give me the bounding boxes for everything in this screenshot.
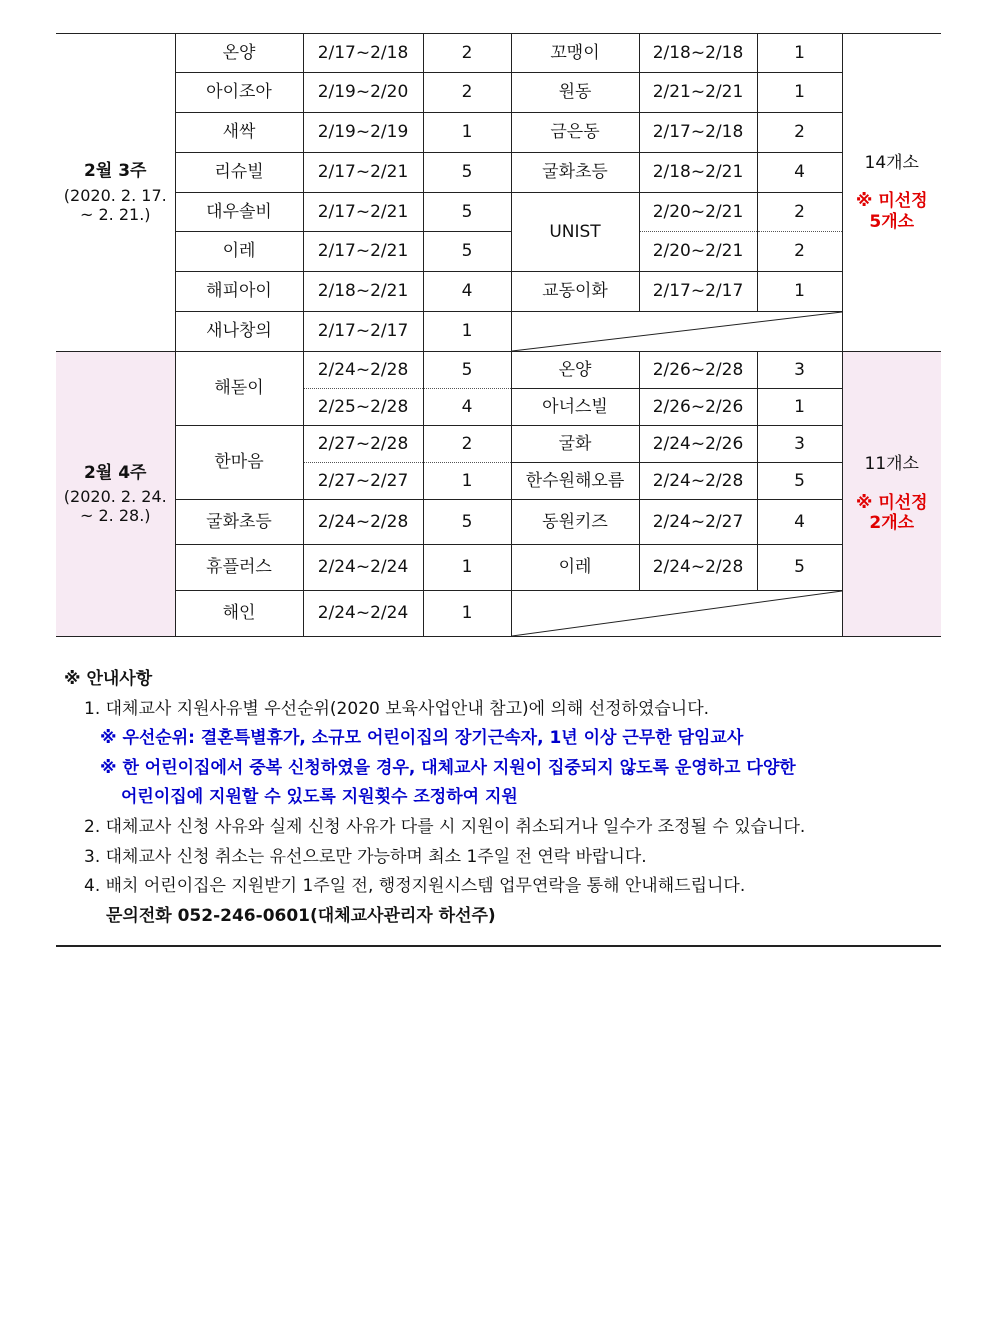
support-dates: 2/19~2/20 (303, 73, 423, 113)
support-dates: 2/26~2/28 (639, 352, 757, 389)
support-days: 2 (757, 193, 842, 232)
daycare-name: 꼬맹이 (511, 34, 639, 73)
support-dates: 2/24~2/24 (303, 545, 423, 591)
support-days: 1 (757, 73, 842, 113)
daycare-name: 금은동 (511, 113, 639, 153)
daycare-name: 온양 (511, 352, 639, 389)
support-days: 5 (757, 545, 842, 591)
daycare-name: 휴플러스 (175, 545, 303, 591)
daycare-name: 이레 (175, 232, 303, 272)
week-title: 2월 3주 (84, 161, 147, 182)
notice-item-2: 2. 대체교사 신청 사유와 실제 신청 사유가 다를 시 지원이 취소되거나 일수가 조정될 수 있습니다. (84, 817, 806, 837)
table-row (56, 193, 941, 232)
support-dates: 2/27~2/28 (303, 426, 423, 463)
daycare-name: 굴화 (511, 426, 639, 463)
table-row (56, 591, 941, 637)
daycare-name: 한마음 (175, 426, 303, 500)
support-days: 1 (423, 312, 511, 352)
support-days: 2 (423, 426, 511, 463)
week-range-start: (2020. 2. 24. (63, 487, 167, 506)
support-dates: 2/21~2/21 (639, 73, 757, 113)
support-days: 2 (423, 73, 511, 113)
table-row (56, 500, 941, 545)
daycare-name: 굴화초등 (511, 153, 639, 193)
support-days: 4 (757, 153, 842, 193)
daycare-name: 해인 (175, 591, 303, 637)
support-dates: 2/17~2/21 (303, 232, 423, 272)
support-dates: 2/24~2/28 (303, 352, 423, 389)
table-row (56, 312, 941, 352)
daycare-name: 아이조아 (175, 73, 303, 113)
support-dates: 2/18~2/21 (639, 153, 757, 193)
diagonal-line (512, 312, 842, 351)
week-range-end: ~ 2. 21.) (79, 204, 151, 224)
support-dates: 2/24~2/28 (639, 463, 757, 500)
empty-diagonal-cell (511, 312, 842, 352)
support-dates: 2/24~2/27 (639, 500, 757, 545)
week-range-start: (2020. 2. 17. (63, 185, 167, 205)
notice-duplicate-cont: 어린이집에 지원할 수 있도록 지원횟수 조정하여 지원 (121, 787, 518, 807)
week-total: 11개소 (864, 454, 919, 475)
daycare-name: 굴화초등 (175, 500, 303, 545)
week-range-end: ~ 2. 28.) (79, 506, 151, 526)
week-total-cell (842, 34, 941, 352)
daycare-name: 새싹 (175, 113, 303, 153)
table-row (56, 232, 941, 272)
week-total-cell (842, 352, 941, 637)
notice-item-4: 4. 배치 어린이집은 지원받기 1주일 전, 행정지원시스템 업무연락을 통해 안내해드립니다. (84, 876, 746, 896)
support-days: 2 (757, 232, 842, 272)
unselected-label: ※ 미선정 (855, 191, 928, 212)
daycare-name: UNIST (511, 193, 639, 272)
support-days: 5 (423, 232, 511, 272)
support-dates: 2/24~2/24 (303, 591, 423, 637)
support-dates: 2/18~2/21 (303, 272, 423, 312)
daycare-name: 한수원해오름 (511, 463, 639, 500)
week-total: 14개소 (864, 152, 919, 173)
table-row (56, 34, 941, 73)
daycare-name: 교동이화 (511, 272, 639, 312)
support-dates: 2/26~2/26 (639, 389, 757, 426)
unselected-label: ※ 미선정 (855, 492, 928, 513)
diagonal-line (512, 591, 842, 636)
support-days: 5 (423, 352, 511, 389)
daycare-name: 해피아이 (175, 272, 303, 312)
table-row (56, 113, 941, 153)
notice-duplicate: ※ 한 어린이집에서 중복 신청하였을 경우, 대체교사 지원이 집중되지 않도록 운영하고 다양한 (100, 758, 796, 778)
notice-item-1: 1. 대체교사 지원사유별 우선순위(2020 보육사업안내 참고)에 의해 선정하였습니다. (84, 699, 710, 719)
unselected-note (843, 191, 942, 232)
notice-item-3: 3. 대체교사 신청 취소는 유선으로만 가능하며 최소 1주일 전 연락 바랍니다. (84, 847, 647, 867)
support-dates: 2/17~2/18 (303, 34, 423, 73)
substitute-teacher-schedule-table (56, 33, 941, 637)
support-days: 1 (757, 34, 842, 73)
support-dates: 2/17~2/17 (303, 312, 423, 352)
support-dates: 2/19~2/19 (303, 113, 423, 153)
support-dates: 2/17~2/21 (303, 193, 423, 232)
daycare-name: 아너스빌 (511, 389, 639, 426)
table-row (56, 272, 941, 312)
week-title: 2월 4주 (84, 462, 147, 483)
empty-diagonal-cell (511, 591, 842, 637)
daycare-name: 원동 (511, 73, 639, 113)
contact-phone: 문의전화 052-246-0601(대체교사관리자 하선주) (106, 906, 496, 926)
support-dates: 2/20~2/21 (639, 232, 757, 272)
support-days: 3 (757, 426, 842, 463)
notice-priority: ※ 우선순위: 결혼특별휴가, 소규모 어린이집의 장기근속자, 1년 이상 근무한 담임교사 (100, 728, 744, 748)
table-row (56, 73, 941, 113)
support-dates: 2/17~2/17 (639, 272, 757, 312)
support-dates: 2/17~2/21 (303, 153, 423, 193)
bottom-divider (56, 945, 941, 947)
support-days: 5 (423, 500, 511, 545)
table-row (56, 545, 941, 591)
unselected-note (843, 493, 942, 534)
support-days: 1 (423, 113, 511, 153)
week-cell (56, 352, 175, 637)
unselected-count: 5개소 (869, 211, 915, 232)
support-dates: 2/20~2/21 (639, 193, 757, 232)
support-days: 5 (757, 463, 842, 500)
unselected-count: 2개소 (869, 513, 915, 534)
daycare-name: 대우솔비 (175, 193, 303, 232)
table-row (56, 426, 941, 463)
daycare-name: 새나창의 (175, 312, 303, 352)
support-dates: 2/24~2/26 (639, 426, 757, 463)
support-days: 4 (757, 500, 842, 545)
support-days: 4 (423, 272, 511, 312)
daycare-name: 동원키즈 (511, 500, 639, 545)
support-dates: 2/27~2/27 (303, 463, 423, 500)
daycare-name: 리슈빌 (175, 153, 303, 193)
support-days: 5 (423, 193, 511, 232)
support-dates: 2/25~2/28 (303, 389, 423, 426)
week-cell (56, 34, 175, 352)
support-days: 1 (423, 463, 511, 500)
notice-heading: ※ 안내사항 (64, 669, 153, 689)
support-days: 1 (757, 272, 842, 312)
daycare-name: 이레 (511, 545, 639, 591)
support-days: 2 (423, 34, 511, 73)
table-row (56, 153, 941, 193)
table-row (56, 352, 941, 389)
support-dates: 2/18~2/18 (639, 34, 757, 73)
support-days: 1 (423, 545, 511, 591)
support-dates: 2/24~2/28 (639, 545, 757, 591)
support-dates: 2/24~2/28 (303, 500, 423, 545)
daycare-name: 온양 (175, 34, 303, 73)
support-days: 2 (757, 113, 842, 153)
support-days: 1 (423, 591, 511, 637)
daycare-name: 해돋이 (175, 352, 303, 426)
support-days: 4 (423, 389, 511, 426)
support-days: 5 (423, 153, 511, 193)
support-days: 1 (757, 389, 842, 426)
support-dates: 2/17~2/18 (639, 113, 757, 153)
support-days: 3 (757, 352, 842, 389)
